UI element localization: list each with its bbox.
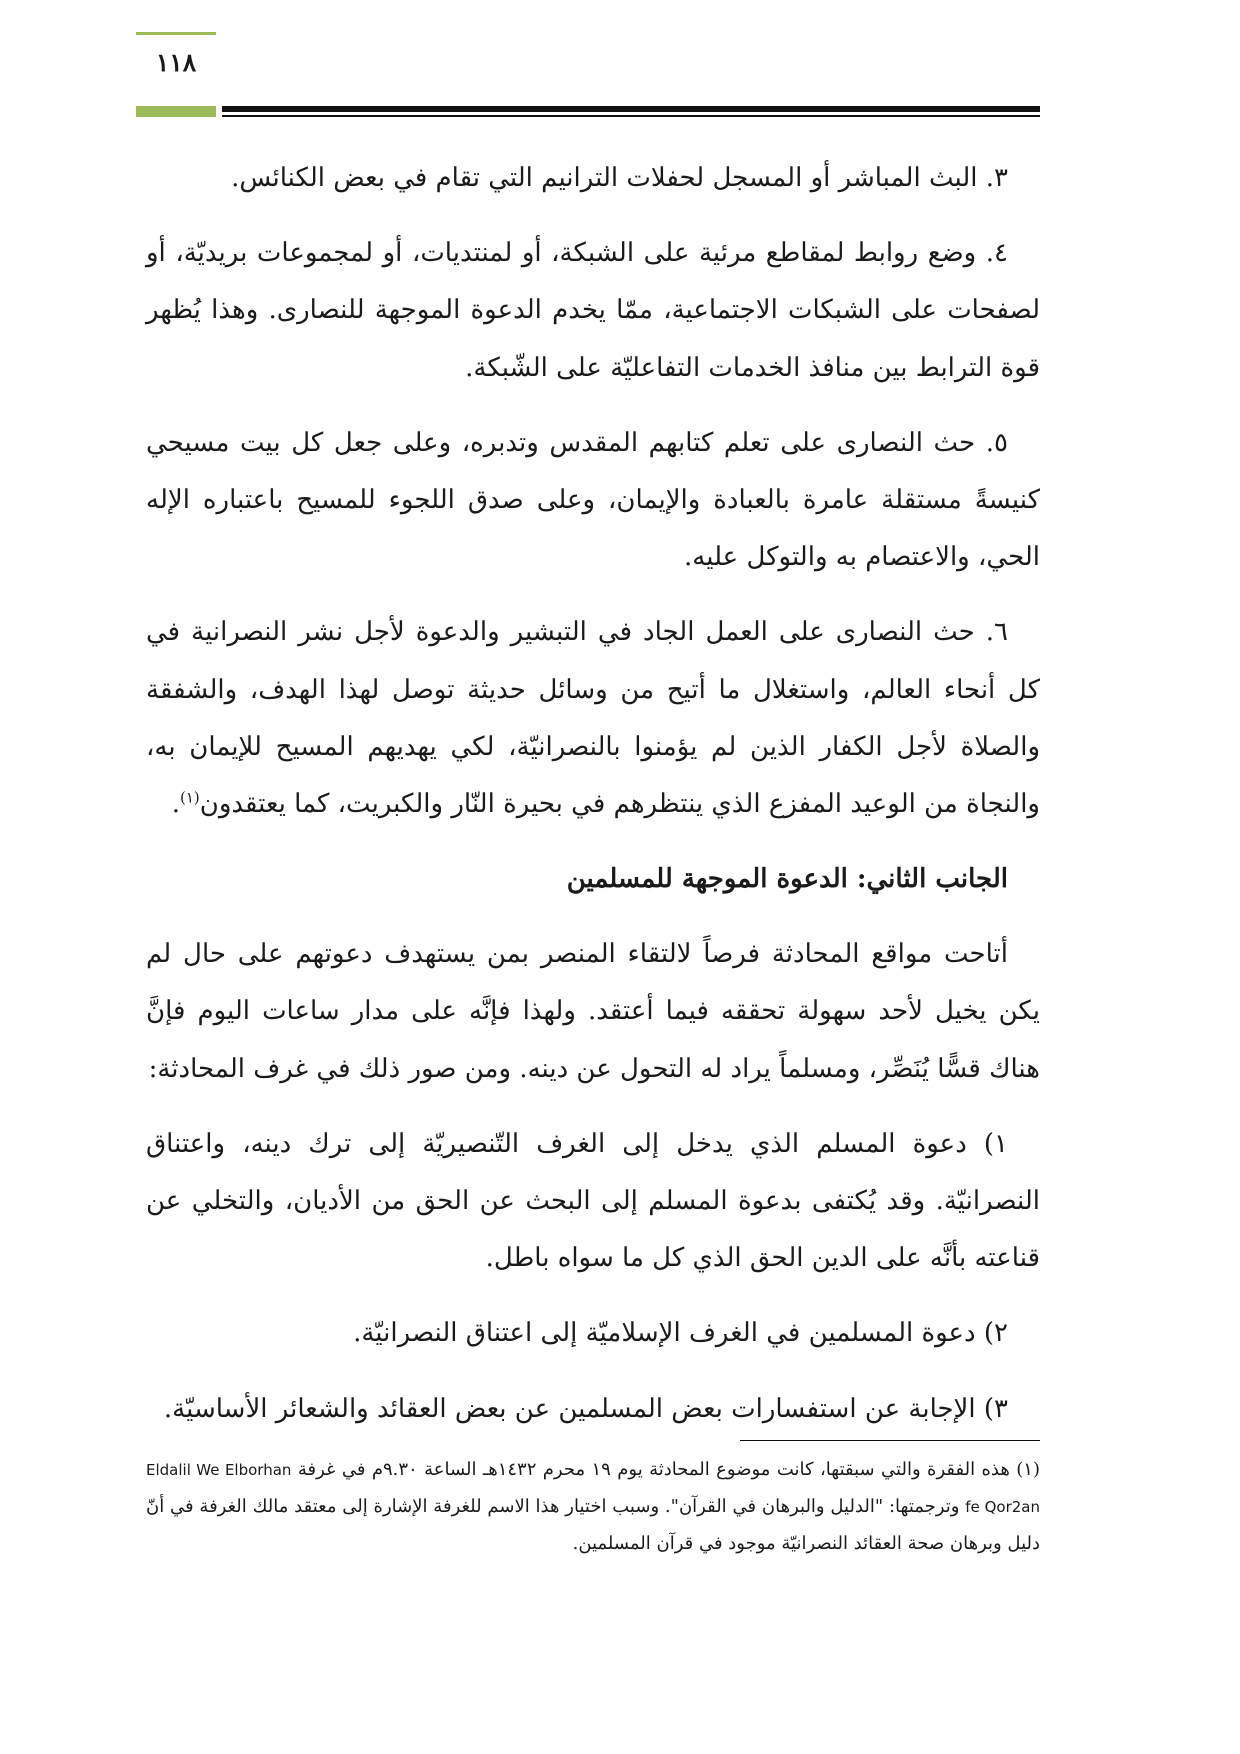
paragraph-6 [146,604,1040,833]
footnote-1-rest: وترجمتها: "الدليل والبرهان في القرآن". وسبب اختيار هذا الاسم للغرفة الإشارة إلى معتقد مالك الغرفة في أنّ دليل وبرهان صحة العقائد النصرانيّة موجود في قرآن المسلمين. [146,1495,1040,1554]
paragraph-5: ٥. حث النصارى على تعلم كتابهم المقدس وتدبره، وعلى جعل كل بيت مسيحي كنيسةً مستقلة عامرة بالعبادة والإيمان، وعلى صدق اللجوء للمسيح باعتباره الإله الحي، والاعتصام به والتوكل عليه. [146,427,1040,573]
footnotes [146,1452,1040,1563]
header-accent-line [136,32,216,35]
main-text [146,150,1040,1456]
section-heading: الجانب الثاني: الدعوة الموجهة للمسلمين [566,864,1008,895]
paragraph-3: ٣. البث المباشر أو المسجل لحفلات الترانيم التي تقام في بعض الكنائس. [231,163,1008,193]
paragraph-6-end: . [171,788,180,819]
footnote-1-prefix: (١) هذه الفقرة والتي سبقتها، كانت موضوع المحادثة يوم ١٩ محرم ١٤٣٢هـ الساعة ٩.٣٠م في غرفة [297,1459,1040,1480]
footnote-room-name-part1: Eldalil We [146,1461,220,1479]
header-rule-thin [222,115,1040,117]
footnote-reference: (١) [179,788,200,807]
section-intro-paragraph: أتاحت مواقع المحادثة فرصاً لالتقاء المنصر بمن يستهدف دعوتهم على حال لم يكن يخيل لأحد سهولة تحققه فيما أعتقد. ولهذا فإنَّه على مدار ساعات اليوم فإنَّ هناك قسًّا يُنَصِّر، ومسلماً يراد له التحول عن دينه. ومن صور ذلك في غرف المحادثة: [146,939,1040,1084]
paragraph-4: ٤. وضع روابط لمقاطع مرئية على الشبكة، أو لمنتديات، أو لمجموعات بريديّة، أو لصفحات على الشبكات الاجتماعية، ممّا يخدم الدعوة الموجهة للنصارى. وهذا يُظهر قوة الترابط بين منافذ الخدمات التفاعليّة على الشّبكة. [146,238,1040,383]
list-item-2: ٢) دعوة المسلمين في الغرف الإسلاميّة إلى اعتناق النصرانيّة. [353,1318,1008,1349]
paragraph-6-text: ٦. حث النصارى على العمل الجاد في التبشير والدعوة لأجل نشر النصرانية في كل أنحاء العالم، واستغلال ما أتيح من وسائل حديثة توصل لهذا الهدف، والشفقة والصلاة لأجل الكفار الذين لم يؤمنوا بالنصرانيّة، لكي يهديهم المسيح للإيمان به، والنجاة من الوعيد المفزع الذي ينتظرهم في بحيرة النّار والكبريت، كما يعتقدون [146,617,1040,819]
page-number: ١١٨ [155,48,197,77]
header-rule-thick [222,106,1040,112]
list-item-1: ١) دعوة المسلم الذي يدخل إلى الغرف التّنصيريّة إلى ترك دينه، واعتناق النصرانيّة. وقد يُكتفى بدعوة المسلم إلى البحث عن الحق من الأديان، والتخلي عن قناعته بأنَّه على الدين الحق الذي كل ما سواه باطل. [146,1128,1040,1274]
footnote-room-name-part2: Elborhan fe Qor2an [224,1461,1040,1516]
footnote-separator [740,1440,1040,1441]
list-item-3: ٣) الإجابة عن استفسارات بعض المسلمين عن بعض العقائد والشعائر الأساسيّة. [163,1393,1008,1424]
header-accent-bar [136,106,216,117]
footnote-1 [146,1452,1040,1563]
